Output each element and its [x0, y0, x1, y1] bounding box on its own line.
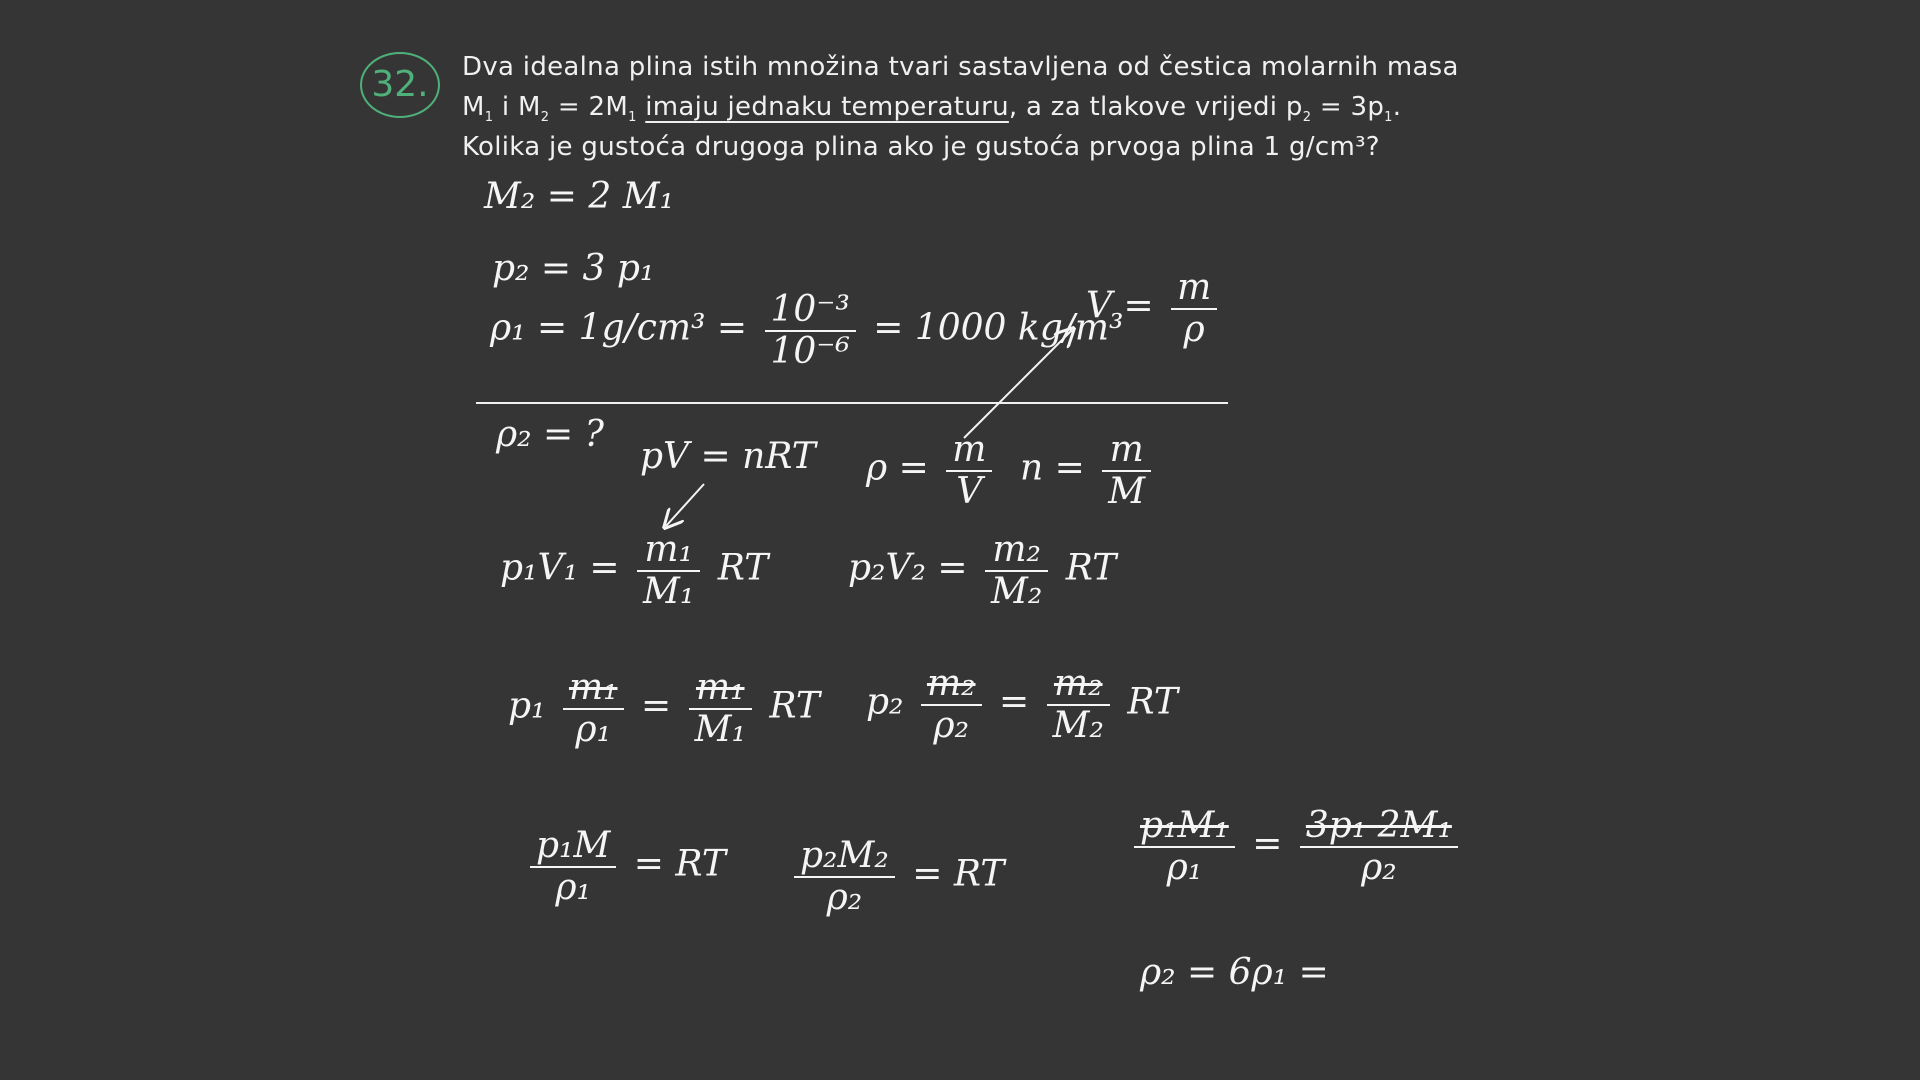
moles-formula: n = $\frac{m}{M}$: [1020, 430, 1157, 511]
gas-2-substituted: p₂ $\frac{\text{m₂}}{\text{ρ₂}}$ = $\frac{\text{m₂}}{\text{M₂}}$ RT: [866, 663, 1178, 746]
arrow-from-ideal-gas: [666, 484, 704, 526]
problem-line-1: Dva idealna plina istih množina tvari sastavljena od čestica molarnih masa: [462, 52, 1459, 82]
gas-1-substituted: p₁ $\frac{\text{m₁}}{\text{ρ₁}}$ = $\frac{\text{m₁}}{\text{M₁}}$ RT: [508, 667, 820, 750]
gas-2-result: $\frac{\text{p₂M₂}}{\text{ρ₂}}$ = RT: [788, 836, 1004, 917]
given-molar-mass-relation: M₂ = 2 M₁: [484, 176, 674, 217]
underlined-condition: imaju jednaku temperaturu: [645, 92, 1009, 122]
problem-line-2: $M_1$ i $M_2 = 2M_1$ imaju jednaku temperaturu, a za tlakove vrijedi $p_2 = 3p_1$.: [462, 92, 1402, 126]
ideal-gas-law: pV = nRT: [640, 436, 816, 477]
given-density-1: ρ₁ = 1g/cm³ = $\frac{\text{10⁻³}}{\text{10⁻⁶}}$ = 1000 kg/m³: [490, 289, 1124, 372]
gas-1-result: $\frac{\text{p₁M}}{\text{ρ₁}}$ = RT: [524, 826, 726, 907]
gas-2-equation: p₂V₂ = $\frac{\text{m₂}}{\text{M₂}}$ RT: [848, 529, 1117, 612]
final-ratio-equation: $\frac{\text{p₁M₁}}{\text{ρ₁}}$ = $\frac{\text{3p₁ 2M₁}}{\text{ρ₂}}$: [1128, 806, 1464, 887]
problem-number-badge: 32.: [360, 52, 440, 118]
unknown-density-2: ρ₂ = ?: [496, 414, 604, 455]
gas-1-equation: p₁V₁ = $\frac{\text{m₁}}{\text{M₁}}$ RT: [500, 529, 769, 612]
given-pressure-relation: p₂ = 3 p₁: [492, 248, 655, 289]
volume-formula: V = $\frac{m}{\rho}$: [1086, 268, 1223, 349]
arrow-to-volume-formula: [964, 330, 1072, 438]
density-formula: ρ = $\frac{m}{V}$: [866, 430, 998, 511]
answer-density-2: ρ₂ = 6ρ₁ =: [1140, 952, 1329, 993]
problem-line-3: Kolika je gustoća drugoga plina ako je gustoća prvoga plina 1 g/cm³?: [462, 132, 1380, 162]
